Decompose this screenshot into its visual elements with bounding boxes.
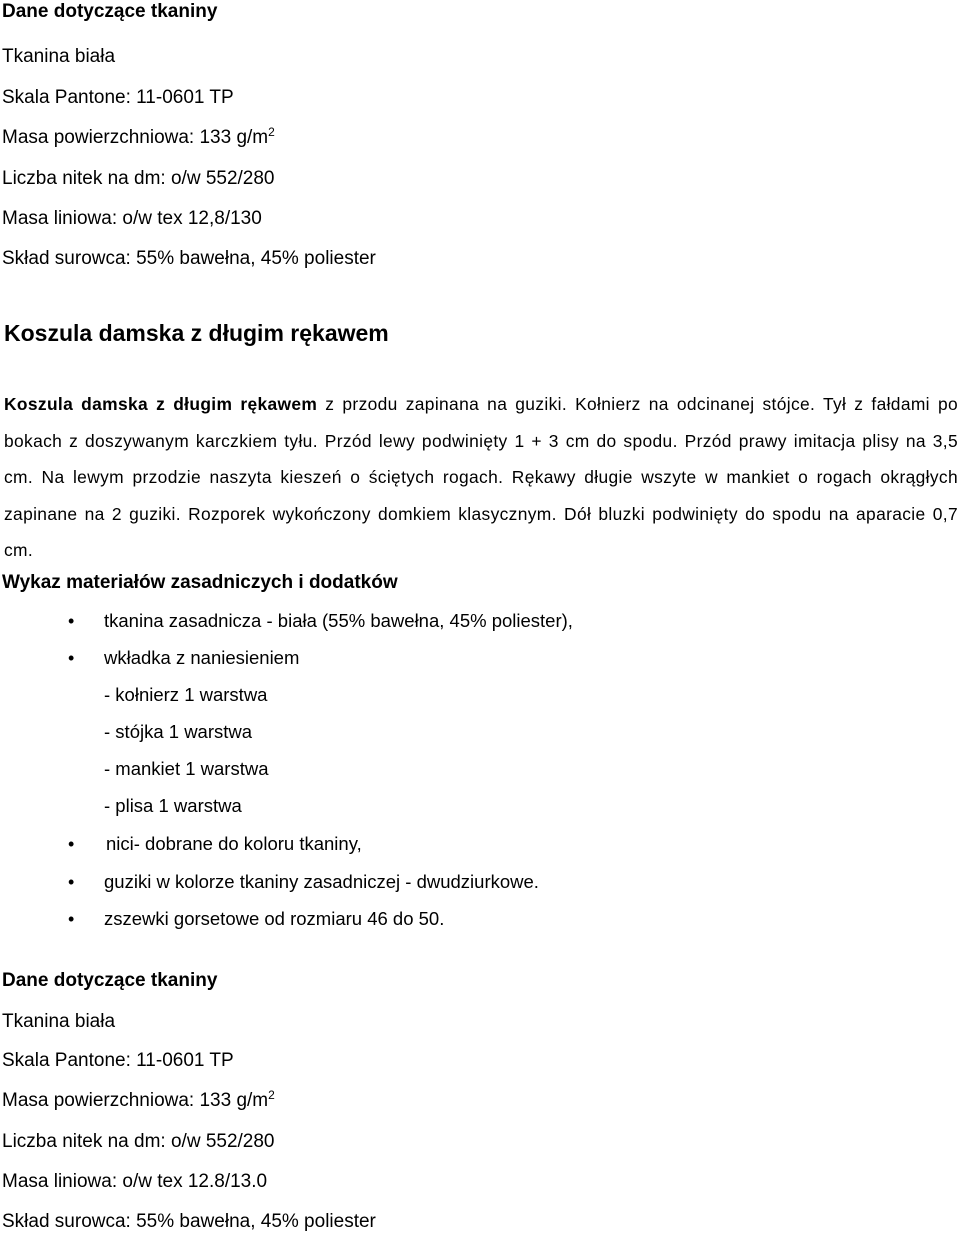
pantone-bottom: Skala Pantone: 11-0601 TP bbox=[2, 1050, 234, 1071]
pantone-top: Skala Pantone: 11-0601 TP bbox=[2, 87, 234, 108]
fabric-heading-bottom: Dane dotyczące tkaniny bbox=[2, 970, 218, 991]
list-item-text: wkładka z naniesieniem bbox=[104, 647, 300, 668]
product-description bbox=[4, 386, 958, 569]
bullet-icon: • bbox=[68, 909, 75, 929]
list-item-text: tkanina zasadnicza - biała (55% bawełna, 45% poliester), bbox=[104, 610, 573, 631]
list-item-text: zszewki gorsetowe od rozmiaru 46 do 50. bbox=[104, 908, 445, 929]
sub-list-item-text: - stójka 1 warstwa bbox=[104, 721, 253, 742]
mass-area-top bbox=[2, 126, 275, 150]
bullet-icon: • bbox=[68, 872, 75, 892]
mass-area-exponent: 2 bbox=[268, 125, 275, 139]
sub-list-item-text: - kołnierz 1 warstwa bbox=[104, 684, 268, 705]
mass-area-text: Masa powierzchniowa: 133 g/m bbox=[2, 1090, 269, 1111]
bullet-icon: • bbox=[68, 611, 75, 631]
product-description-text: z przodu zapinana na guziki. Kołnierz na odcinanej stójce. Tył z fałdami po bokach z doszywanym karczkiem tyłu. Przód lewy podwinięty 1 + 3 cm do spodu. Przód prawy imitacja plisy na 3,5 cm. Na lewym przodzie naszyta kieszeń o ściętych rogach. Rękawy długie wszyte w mankiet o rogach okrągłych zapinane na 2 guziki. Rozporek wykończony domkiem klasycznym. Dół bluzki podwinięty do spodu na aparacie 0,7 cm. bbox=[4, 394, 958, 561]
bullet-icon: • bbox=[68, 648, 75, 668]
bullet-icon: • bbox=[68, 834, 75, 854]
fabric-heading-top: Dane dotyczące tkaniny bbox=[2, 1, 218, 22]
linear-mass-top: Masa liniowa: o/w tex 12,8/130 bbox=[2, 208, 262, 229]
product-title: Koszula damska z długim rękawem bbox=[4, 320, 389, 346]
mass-area-bottom bbox=[2, 1089, 275, 1113]
linear-mass-bottom: Masa liniowa: o/w tex 12.8/13.0 bbox=[2, 1171, 268, 1192]
composition-bottom: Skład surowca: 55% bawełna, 45% poliester bbox=[2, 1211, 376, 1232]
fabric-name-bottom: Tkanina biała bbox=[2, 1011, 116, 1032]
materials-heading: Wykaz materiałów zasadniczych i dodatków bbox=[2, 572, 398, 593]
fabric-name-top: Tkanina biała bbox=[2, 46, 116, 67]
sub-list-item-text: - plisa 1 warstwa bbox=[104, 795, 242, 816]
sub-list-item-text: - mankiet 1 warstwa bbox=[104, 758, 269, 779]
threads-bottom: Liczba nitek na dm: o/w 552/280 bbox=[2, 1131, 275, 1152]
list-item-text: guziki w kolorze tkaniny zasadniczej - dwudziurkowe. bbox=[104, 871, 539, 892]
mass-area-exponent: 2 bbox=[268, 1088, 275, 1102]
threads-top: Liczba nitek na dm: o/w 552/280 bbox=[2, 168, 275, 189]
product-description-bold: Koszula damska z długim rękawem bbox=[4, 394, 318, 414]
list-item-text: nici- dobrane do koloru tkaniny, bbox=[106, 833, 362, 854]
mass-area-text: Masa powierzchniowa: 133 g/m bbox=[2, 127, 269, 148]
composition-top: Skład surowca: 55% bawełna, 45% poliester bbox=[2, 248, 376, 269]
